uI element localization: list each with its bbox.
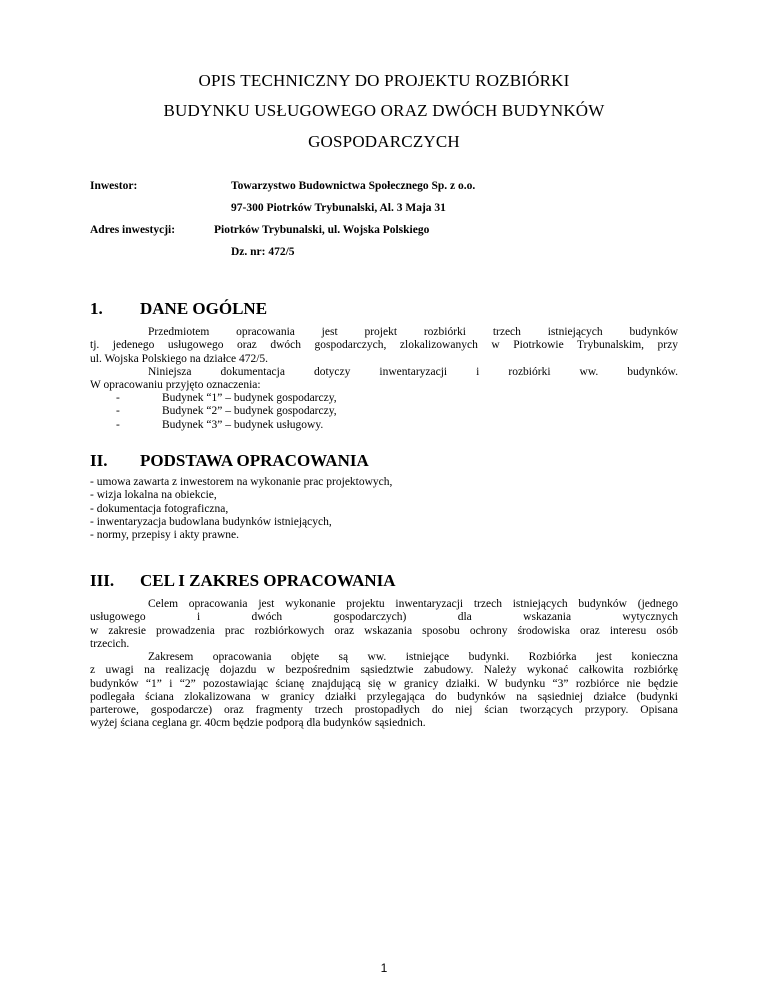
list-item: - Budynek “2” – budynek gospodarczy, xyxy=(116,405,337,418)
text-line: Celem opracowania jest wykonanie projektu inwentaryzacji trzech istniejących budynków (jednego xyxy=(148,598,678,610)
text-line: Przedmiotem opracowania jest projekt rozbiórki trzech istniejących budynków xyxy=(148,326,678,338)
list-item: - umowa zawarta z inwestorem na wykonanie prac projektowych, xyxy=(90,476,393,488)
page-number: 1 xyxy=(380,961,388,975)
investor-address: 97-300 Piotrków Trybunalski, Al. 3 Maja 31 xyxy=(231,202,446,214)
text-line: z uwagi na realizację dojazdu w bezpośrednim sąsiedztwie zabudowy. Należy wykonać całkowita rozbiórkę xyxy=(90,664,678,677)
text-line: Niniejsza dokumentacja dotyczy inwentaryzacji i rozbiórki ww. budynków. xyxy=(148,365,678,378)
text-line: ul. Wojska Polskiego na działce 472/5. xyxy=(90,352,269,365)
section-2-heading: PODSTAWA OPRACOWANIA xyxy=(140,451,369,470)
section-3-number: III. xyxy=(90,571,115,590)
building-designations-list xyxy=(116,392,337,432)
list-item: - wizja lokalna na obiekcie, xyxy=(90,489,217,502)
section-1-heading: DANE OGÓLNE xyxy=(140,299,268,318)
basis-list xyxy=(90,476,392,542)
list-item: - normy, przepisy i akty prawne. xyxy=(90,529,240,542)
list-item: - inwentaryzacja budowlana budynków istniejących, xyxy=(90,515,332,528)
text-line: parterowe, gospodarcze) oraz fragmenty trzech prostopadłych do niej ścian tworzących przypory. Opisana xyxy=(90,704,678,717)
investment-address-label: Adres inwestycji: xyxy=(90,224,176,236)
document-title-line-1: OPIS TECHNICZNY DO PROJEKTU ROZBIÓRKI xyxy=(198,71,570,90)
investor-name: Towarzystwo Budownictwa Społecznego Sp. z o.o. xyxy=(231,180,476,192)
section-3-paragraph-2 xyxy=(90,651,678,731)
text-line: usługowego i dwóch gospodarczych) dla wskazania wytycznych xyxy=(90,611,678,624)
document-title-line-2: BUDYNKU USŁUGOWEGO ORAZ DWÓCH BUDYNKÓW xyxy=(163,101,605,120)
text-line: Zakresem opracowania objęte są ww. istniejące budynki. Rozbiórka jest konieczna xyxy=(148,651,678,663)
document-title-line-3: GOSPODARCZYCH xyxy=(308,132,460,151)
list-item: - dokumentacja fotograficzna, xyxy=(90,502,229,515)
text-line: podlegała ściana zlokalizowana w granicy działki przylegająca do budynków na sąsiedniej działce (budynki xyxy=(90,690,678,703)
text-line: wyżej ściana ceglana gr. 40cm będzie podporą dla budynków sąsiednich. xyxy=(90,717,426,730)
text-line: budynków “1” i “2” pozostawiając ścianę znajdującą się w granicy działki. W budynku “3” rozbiórce nie będzie xyxy=(90,677,678,690)
section-2-number: II. xyxy=(90,451,108,470)
text-line: tj. jedenego usługowego oraz dwóch gospodarczych, zlokalizowanych w Piotrkowie Trybunalskim, przy xyxy=(90,339,678,352)
investment-address-value: Piotrków Trybunalski, ul. Wojska Polskiego xyxy=(214,224,430,236)
section-1-paragraph-1 xyxy=(90,326,678,392)
plot-number: Dz. nr: 472/5 xyxy=(231,246,295,258)
text-line: w zakresie prowadzenia prac rozbiórkowych oraz wskazania sposobu ochrony środowiska oraz interesu osób xyxy=(90,624,678,637)
text-line: W opracowaniu przyjęto oznaczenia: xyxy=(90,379,261,392)
section-3-heading: CEL I ZAKRES OPRACOWANIA xyxy=(140,571,396,590)
text-line: trzecich. xyxy=(90,637,130,650)
list-item: - Budynek “1” – budynek gospodarczy, xyxy=(116,392,337,404)
section-3-paragraph-1 xyxy=(90,598,678,651)
list-item: - Budynek “3” – budynek usługowy. xyxy=(116,418,324,431)
section-1-number: 1. xyxy=(90,299,103,318)
investor-label: Inwestor: xyxy=(90,180,138,192)
